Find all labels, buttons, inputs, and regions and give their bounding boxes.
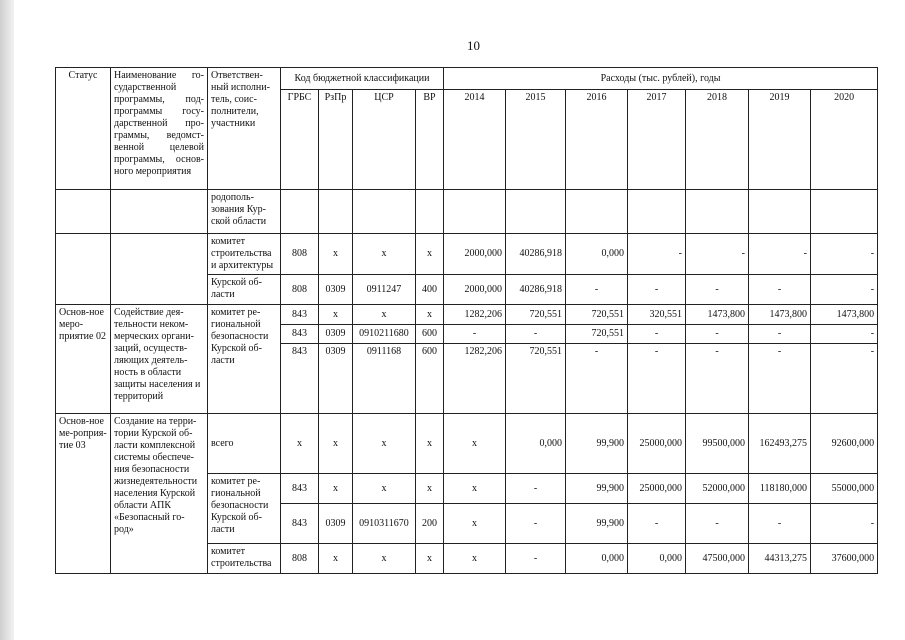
code-rzpr-cell: 0309 [319,325,353,344]
code-csr-cell: 0910211680 [353,325,416,344]
value-2017-cell: - [628,344,686,414]
value-2018-cell: 52000,000 [686,474,749,504]
header-year-2016: 2016 [566,90,628,190]
value-2020-cell: - [811,504,878,544]
code-vr-cell: 600 [416,325,444,344]
code-csr-cell: 0910311670 [353,504,416,544]
code-grbs-cell: 808 [281,544,319,574]
header-expenses-group: Расходы (тыс. рублей), годы [444,68,878,90]
code-grbs-cell: 843 [281,305,319,325]
value-2017-cell: 0,000 [628,544,686,574]
scan-left-edge [0,0,14,640]
value-2015-cell: 720,551 [506,344,566,414]
value-2020-cell: - [811,275,878,305]
value-2016-cell [566,190,628,234]
responsible-cell: родополь-зования Кур-ской области [208,190,281,234]
value-2016-cell: 99,900 [566,504,628,544]
code-csr-cell: х [353,544,416,574]
status-cell [56,190,111,234]
code-rzpr-cell: 0309 [319,504,353,544]
budget-table [55,67,878,574]
code-grbs-cell: 808 [281,275,319,305]
table-row [56,414,878,474]
status-cell: Основ-ное ме-роприя-тие 03 [56,414,111,574]
value-2020-cell: - [811,234,878,275]
header-code-rzpr: РзПр [319,90,353,190]
value-2015-cell: - [506,474,566,504]
code-vr-cell: 400 [416,275,444,305]
code-vr-cell: х [416,544,444,574]
name-cell [111,190,208,234]
value-2015-cell: - [506,504,566,544]
status-cell: Основ-ное меро-приятие 02 [56,305,111,414]
responsible-cell: комитет ре-гиональной безопасности Курской об-ласти [208,474,281,544]
code-csr-cell: х [353,474,416,504]
value-2017-cell: - [628,275,686,305]
code-csr-cell: х [353,305,416,325]
page-number: 10 [467,38,480,53]
value-2020-cell: - [811,325,878,344]
value-2020-cell: 37600,000 [811,544,878,574]
value-2018-cell: - [686,344,749,414]
name-cell: Создание на терри-тории Курской об-ласти комплексной системы обеспече-ния безопасности жизнедеятельности населения Курской области АПК «Безопасный го-род» [111,414,208,574]
code-grbs-cell [281,190,319,234]
value-2017-cell [628,190,686,234]
code-csr-cell: 0911247 [353,275,416,305]
responsible-cell: Курской об-ласти [208,275,281,305]
code-csr-cell [353,190,416,234]
table-row [56,305,878,325]
value-2018-cell: 1473,800 [686,305,749,325]
value-2019-cell: 1473,800 [749,305,811,325]
code-rzpr-cell: 0309 [319,344,353,414]
value-2017-cell: - [628,504,686,544]
code-rzpr-cell: х [319,544,353,574]
value-2014-cell: х [444,544,506,574]
responsible-cell: всего [208,414,281,474]
value-2018-cell: 47500,000 [686,544,749,574]
value-2016-cell: - [566,275,628,305]
code-vr-cell: х [416,474,444,504]
value-2020-cell [811,190,878,234]
value-2014-cell: - [444,325,506,344]
value-2019-cell: - [749,344,811,414]
value-2018-cell: - [686,234,749,275]
code-grbs-cell: 843 [281,474,319,504]
value-2014-cell: 2000,000 [444,275,506,305]
status-cell [56,234,111,305]
value-2017-cell: 25000,000 [628,414,686,474]
value-2016-cell: - [566,344,628,414]
value-2014-cell: 2000,000 [444,234,506,275]
header-responsible: Ответствен-ный исполни-тель, соис-полнители, участники [208,68,281,190]
value-2019-cell: - [749,325,811,344]
header-name: Наименование го-сударственной программы, под-программы госу-дарственной про-граммы, ведомст-венной целевой программы, основ-ного мероприятия [111,68,208,190]
value-2014-cell: 1282,206 [444,344,506,414]
value-2016-cell: 0,000 [566,544,628,574]
value-2016-cell: 99,900 [566,474,628,504]
code-grbs-cell: х [281,414,319,474]
value-2018-cell: - [686,504,749,544]
code-rzpr-cell: 0309 [319,275,353,305]
value-2018-cell: 99500,000 [686,414,749,474]
code-vr-cell: 200 [416,504,444,544]
code-rzpr-cell: х [319,474,353,504]
value-2019-cell: 44313,275 [749,544,811,574]
value-2017-cell: - [628,325,686,344]
responsible-cell: комитет строительства и архитектуры [208,234,281,275]
header-year-2020: 2020 [811,90,878,190]
table-row [56,190,878,234]
value-2014-cell: 1282,206 [444,305,506,325]
value-2018-cell: - [686,275,749,305]
value-2017-cell: 25000,000 [628,474,686,504]
value-2014-cell: х [444,414,506,474]
responsible-cell: комитет ре-гиональной безопасности Курской об-ласти [208,305,281,414]
header-year-2018: 2018 [686,90,749,190]
value-2016-cell: 0,000 [566,234,628,275]
code-grbs-cell: 808 [281,234,319,275]
header-code-group: Код бюджетной классификации [281,68,444,90]
value-2017-cell: 320,551 [628,305,686,325]
header-year-2019: 2019 [749,90,811,190]
value-2015-cell: 40286,918 [506,275,566,305]
header-code-grbs: ГРБС [281,90,319,190]
code-grbs-cell: 843 [281,504,319,544]
code-rzpr-cell: х [319,414,353,474]
value-2016-cell: 720,551 [566,325,628,344]
value-2018-cell [686,190,749,234]
value-2018-cell: - [686,325,749,344]
code-csr-cell: х [353,234,416,275]
value-2015-cell: - [506,544,566,574]
code-vr-cell [416,190,444,234]
header-year-2014: 2014 [444,90,506,190]
value-2020-cell: 92600,000 [811,414,878,474]
value-2015-cell: - [506,325,566,344]
name-cell: Содействие дея-тельности неком-мерческих органи-заций, осуществ-ляющих деятель-ность в области защиты населения и территорий [111,305,208,414]
value-2020-cell: 1473,800 [811,305,878,325]
value-2019-cell: 162493,275 [749,414,811,474]
value-2014-cell: х [444,474,506,504]
header-status: Статус [56,68,111,190]
value-2020-cell: - [811,344,878,414]
code-vr-cell: 600 [416,344,444,414]
code-vr-cell: х [416,234,444,275]
code-vr-cell: х [416,305,444,325]
value-2014-cell: х [444,504,506,544]
header-code-vr: ВР [416,90,444,190]
header-code-csr: ЦСР [353,90,416,190]
header-year-2015: 2015 [506,90,566,190]
header-row-1 [56,68,878,90]
code-rzpr-cell: х [319,305,353,325]
value-2019-cell [749,190,811,234]
code-csr-cell: 0911168 [353,344,416,414]
value-2015-cell: 40286,918 [506,234,566,275]
value-2015-cell [506,190,566,234]
code-vr-cell: х [416,414,444,474]
responsible-cell: комитет строительства [208,544,281,574]
code-csr-cell: х [353,414,416,474]
value-2019-cell: - [749,504,811,544]
value-2015-cell: 720,551 [506,305,566,325]
code-grbs-cell: 843 [281,325,319,344]
value-2015-cell: 0,000 [506,414,566,474]
value-2017-cell: - [628,234,686,275]
code-rzpr-cell [319,190,353,234]
value-2016-cell: 99,900 [566,414,628,474]
value-2016-cell: 720,551 [566,305,628,325]
value-2020-cell: 55000,000 [811,474,878,504]
value-2019-cell: - [749,275,811,305]
code-rzpr-cell: х [319,234,353,275]
value-2014-cell [444,190,506,234]
name-cell [111,234,208,305]
value-2019-cell: 118180,000 [749,474,811,504]
code-grbs-cell: 843 [281,344,319,414]
table-row [56,234,878,275]
value-2019-cell: - [749,234,811,275]
header-year-2017: 2017 [628,90,686,190]
